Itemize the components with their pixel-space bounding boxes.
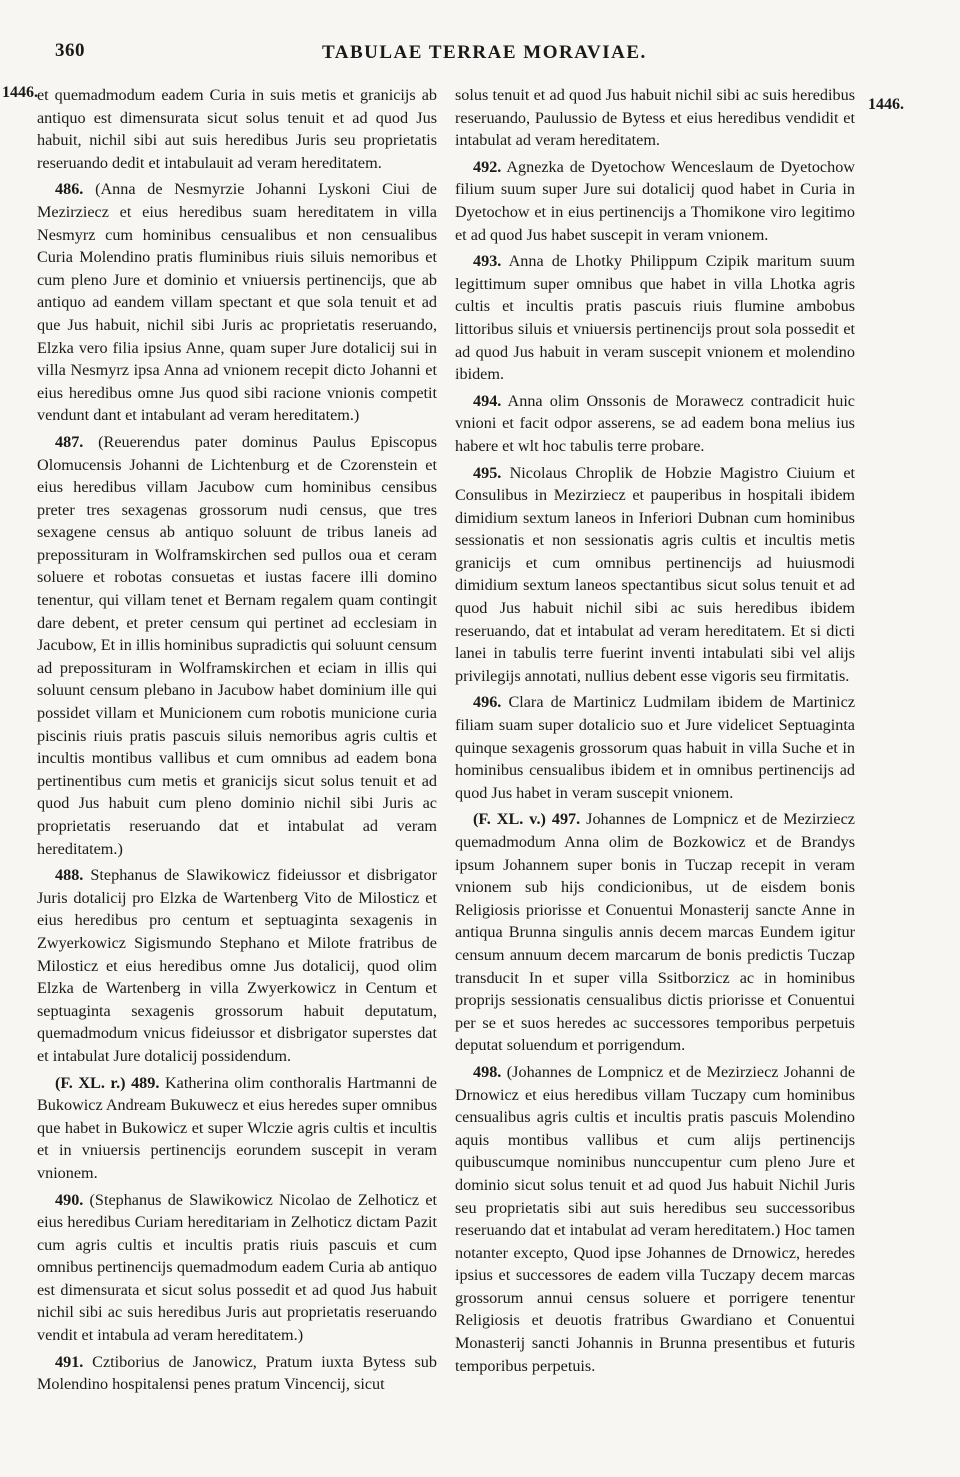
entry-number: 491.	[55, 1352, 84, 1371]
entry-number: 495.	[473, 463, 502, 482]
entry-number: 493.	[473, 252, 502, 271]
entry-number: 486.	[55, 180, 84, 199]
entry-paragraph	[455, 390, 855, 458]
entry-number: 487.	[55, 432, 84, 451]
entry-number: 490.	[55, 1190, 84, 1209]
page-number: 360	[55, 40, 85, 61]
entry-paragraph	[455, 156, 855, 246]
entry-number: 492.	[473, 157, 502, 176]
entry-paragraph	[37, 431, 437, 860]
entry-paragraph	[455, 84, 855, 152]
entry-text: Agnezka de Dyetochow Wenceslaum de Dyetochow filium suum super Jure sui dotalicij quod habet in Curia in Dyetochow et in eius pertinencijs a Thomikone viro legitimo et ad quod Jus habet suscepit in veram vnionem.	[455, 157, 855, 244]
entry-number: 496.	[473, 693, 502, 712]
entry-text: Katherina olim conthoralis Hartmanni de Bukowicz Andream Bukuwecz et eius heredes super omnibus que habet in Bukowicz et super Wlczie agris cultis et incultis et in vniuersis pertinencijs eorundem suscepit in veram vnionem.	[37, 1073, 437, 1182]
entry-text: Anna de Lhotky Philippum Czipik maritum suum legittimum super omnibus que habet in villa Lhotka agris cultis et incultis pratis pascuis riuis flumine ambobus littoribus siluis et vniuersis pertinencijs prout sola possedit et ad quod Jus habuit in veram suscepit vnionem et molendino ibidem.	[455, 252, 856, 384]
entry-text: Nicolaus Chroplik de Hobzie Magistro Ciuium et Consulibus in Mezirziecz et pauperibus in hospitali ibidem dimidium sextum laneos in Inferiori Dubnan cum hominibus sessionatis et non sessionatis agris cultis et incultis metis granicijs et cum omnibus pertinencijs ad huiusmodi dimidium sextum laneos spectantibus sicut solus tenuit et ad quod Jus habuit nichil sibi ac suis heredibus ibidem reseruando, dat et intabulat ad veram hereditatem. Et si dicti lanei in tabulis terre fuerint inventi intabulati sibi vel alijs privilegijs annotati, nullius debent esse vigoris seu firmitatis.	[455, 463, 855, 685]
entry-text: Johannes de Lompnicz et de Mezirziecz quemadmodum Anna olim de Bozkowicz et de Brandys ipsum Johannem super bonis in Tuczap recepit in veram vnionem sub hijs condicionibus, ut de eisdem bonis Religiosis priorisse et Conuentui Monasterij sancte Anne in antiqua Brunna singulis annis decem marcas Eundem igitur censum annuum decem marcarum de bonis predictis Tuczap transducit In et super villa Ssitborzicz ac in hominibus proprijs sessionatis censualibus dictis priorisse et Conuentui per se et suos heredes ac successores temporibus perpetuis deputat soluendum et porrigendum.	[455, 810, 855, 1055]
entry-paragraph	[37, 1072, 437, 1185]
entry-paragraph	[455, 1061, 855, 1377]
entry-text: Anna olim Onssonis de Morawecz contradicit huic vnioni et facit odpor asserens, se ad eadem bona melius ius habere et wlt hoc tabulis terre probare.	[455, 391, 855, 455]
entry-paragraph	[37, 1351, 437, 1396]
entry-paragraph	[37, 864, 437, 1067]
entry-text: (Stephanus de Slawikowicz Nicolao de Zelhoticz et eius heredibus Curiam hereditariam in Zelhoticz dictam Pazit cum agris cultis et incultis pratis riuis pascuis et cum omnibus pertinencijs quemadmodum eadem Curia ab antiquo est dimensurata et sicut solus possedit et ad quod Jus habuit nichil sibi ac suis heredibus Juris aut proprietatis reseruando vendit et intabula ad veram hereditatem.)	[37, 1190, 438, 1345]
running-title: TABULAE TERRAE MORAVIAE.	[322, 42, 647, 63]
margin-year-left: 1446.	[2, 84, 38, 101]
entry-paragraph	[455, 808, 855, 1057]
entry-paragraph	[37, 1189, 437, 1347]
entry-text: solus tenuit et ad quod Jus habuit nichil sibi ac suis heredibus reseruando, Paulussio de Bytess et eius heredibus vendidit et intabulat ad veram hereditatem.	[455, 86, 855, 150]
entry-text: Cztiborius de Janowicz, Pratum iuxta Bytess sub Molendino hospitalensi penes pratum Vincencij, sicut	[37, 1352, 437, 1394]
entry-text: (Reuerendus pater dominus Paulus Episcopus Olomucensis Johanni de Lichtenburg et de Czorenstein et eius heredibus villam Jacubow cum hominibus censibus preter tres sexagenas grossorum nudi census, que tres sexagene census ab antiquo soluunt de tribus laneis ad prepossituram in Wolframskirchen sed pullos oua et ceram soluere et robotas consuetas et iustas facere illi domino tenentur, qui villam tenet et Bernam regalem quam contingit dare debent, et preter censum qui pertinet ad ecclesiam in Jacubow, Et in illis hominibus supradictis qui soluunt censum ad prepossituram in Wolframskirchen et eciam in illis qui soluunt censum plebano in Jacubow habet dominium ille qui possidet villam et Municionem cum robotis municione curia piscinis riuis pratis pascuis siluis nemoribus agris cultis et incultis montibus vallibus et cum omnibus ad eadem bona pertinentibus cum metis et granicijs sicut solus tenuit et ad quod Jus habuit cum pleno dominio nichil sibi Juris ac proprietatis reseruando dat et intabulat ad veram hereditatem.)	[37, 432, 438, 858]
entry-number: 488.	[55, 866, 84, 885]
entry-text: (Anna de Nesmyrzie Johanni Lyskoni Ciui de Mezirziecz et eius heredibus suam hereditatem in villa Nesmyrz cum hominibus censualibus et non censualibus Curia Molendino pratis fluminibus riuis siluis nemoribus et cum pleno Jure et dominio et vniuersis pertinencijs, que ab antiquo ad eandem villam spectant et que sola tenuit et ad que Jus habuit, nichil sibi Juris ac proprietatis reseruando, Elzka vero filia ipsius Anne, quam super Jure dotalicij sui in villa Nesmyrz ipsa Anna ad vnionem recepit dicto Johanni et eius heredibus omne Jus quod sibi racione vnionis competit vendunt dant et intabulant ad veram hereditatem.)	[37, 180, 437, 425]
entry-number: (F. XL. v.) 497.	[473, 810, 581, 829]
entry-paragraph	[455, 462, 855, 688]
page-header	[0, 40, 960, 70]
entry-paragraph	[37, 178, 437, 427]
entry-number: 494.	[473, 391, 502, 410]
entry-text: Clara de Martinicz Ludmilam ibidem de Martinicz filiam suam super dotalicio suo et Jure videlicet Septuaginta quinque sexagenis grossorum quas habuit in villa Suche et in hominibus censualibus ibidem et in omnibus pertinencijs ad quod Jus habet in veram suscepit vnionem.	[455, 693, 856, 802]
entry-paragraph	[455, 250, 855, 386]
entry-paragraph	[455, 691, 855, 804]
entry-text: et quemadmodum eadem Curia in suis metis et granicijs ab antiquo est dimensurata sicut solus tenuit et ad quod Jus habuit, nichil sibi aut suis heredibus Juris seu proprietatis reseruando dedit et intabulauit ad veram hereditatem.	[37, 86, 437, 172]
entry-paragraph	[37, 84, 437, 174]
entry-number: 498.	[473, 1062, 502, 1081]
left-column	[37, 84, 437, 1400]
entry-text: (Johannes de Lompnicz et de Mezirziecz Johanni de Drnowicz et eius heredibus villam Tuczapy cum hominibus censualibus agris cultis et incultis pratis pascuis Molendino aquis montibus vallibus et cum alijs pertinencijs quibuscumque nominibus nunccupentur cum pleno Jure et dominio sicut solus tenuit et ad quod Jus habuit Nichil Juris seu proprietatis sibi aut suis heredibus seu successoribus reseruando dat et intabulat ad veram hereditatem.) Hoc tamen notanter excepto, Quod ipse Johannes de Drnowicz, heredes ipsius et successores de eadem villa Tuczapy decem marcas grossorum annui census soluere et porrigere tenentur Religiosis et deuotis fratribus Gwardiano et Conuentui Monasterij sancti Johannis in Brunna presentibus et futuris temporibus perpetuis.	[455, 1062, 856, 1375]
right-column	[455, 84, 855, 1381]
entry-number: (F. XL. r.) 489.	[55, 1073, 160, 1092]
entry-text: Stephanus de Slawikowicz fideiussor et disbrigator Juris dotalicij pro Elzka de Wartenberg Vito de Milosticz et eius heredibus pro centum et septuaginta sexagenis in Zwyerkowicz Sigismundo Stephano et Milote fratribus de Milosticz et eius heredibus omne Jus dotalicij, quod olim Elzka de Wartenberg in villa Zwyerkowicz in Centum et septuaginta sexagenis grossorum habuit deputatum, quemadmodum vnicus fideiussor et disbrigator superstes dat et intabulat Jure dotalicij possidendum.	[37, 866, 437, 1065]
margin-year-right: 1446.	[868, 96, 904, 113]
